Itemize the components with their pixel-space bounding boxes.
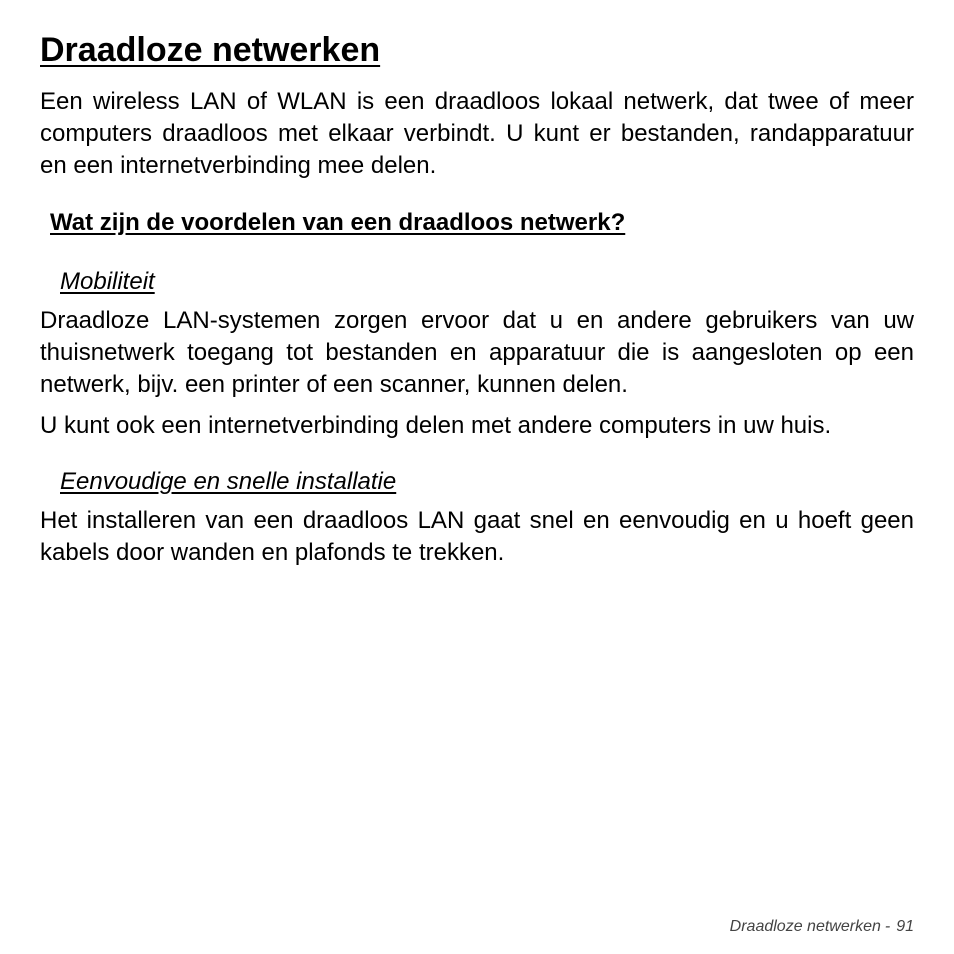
mobiliteit-paragraph-2: U kunt ook een internetverbinding delen met andere computers in uw huis.: [40, 412, 832, 439]
footer-page-number: 91: [896, 918, 914, 935]
document-page: [40, 0, 914, 954]
section-heading: Wat zijn de voordelen van een draadloos netwerk?: [50, 209, 626, 236]
subsection-heading-mobiliteit: Mobiliteit: [60, 268, 155, 295]
footer-section-title: Draadloze netwerken: [729, 918, 881, 935]
mobiliteit-paragraph-1: Draadloze LAN-systemen zorgen ervoor dat u en andere gebruikers van uw thuisnetwerk toegang tot bestanden en apparatuur die is aangesloten op een netwerk, bijv. een printer of een scanner, kunnen delen.: [40, 307, 914, 398]
page-footer: [730, 917, 914, 937]
intro-paragraph: Een wireless LAN of WLAN is een draadloos lokaal netwerk, dat twee of meer computers draadloos met elkaar verbindt. U kunt er bestanden, randapparatuur en een internetverbinding mee delen.: [40, 88, 914, 179]
footer-separator: -: [884, 918, 891, 935]
installatie-paragraph: Het installeren van een draadloos LAN gaat snel en eenvoudig en u hoeft geen kabels door wanden en plafonds te trekken.: [40, 507, 914, 566]
subsection-heading-installatie: Eenvoudige en snelle installatie: [60, 468, 397, 495]
page-title: Draadloze netwerken: [40, 31, 381, 69]
